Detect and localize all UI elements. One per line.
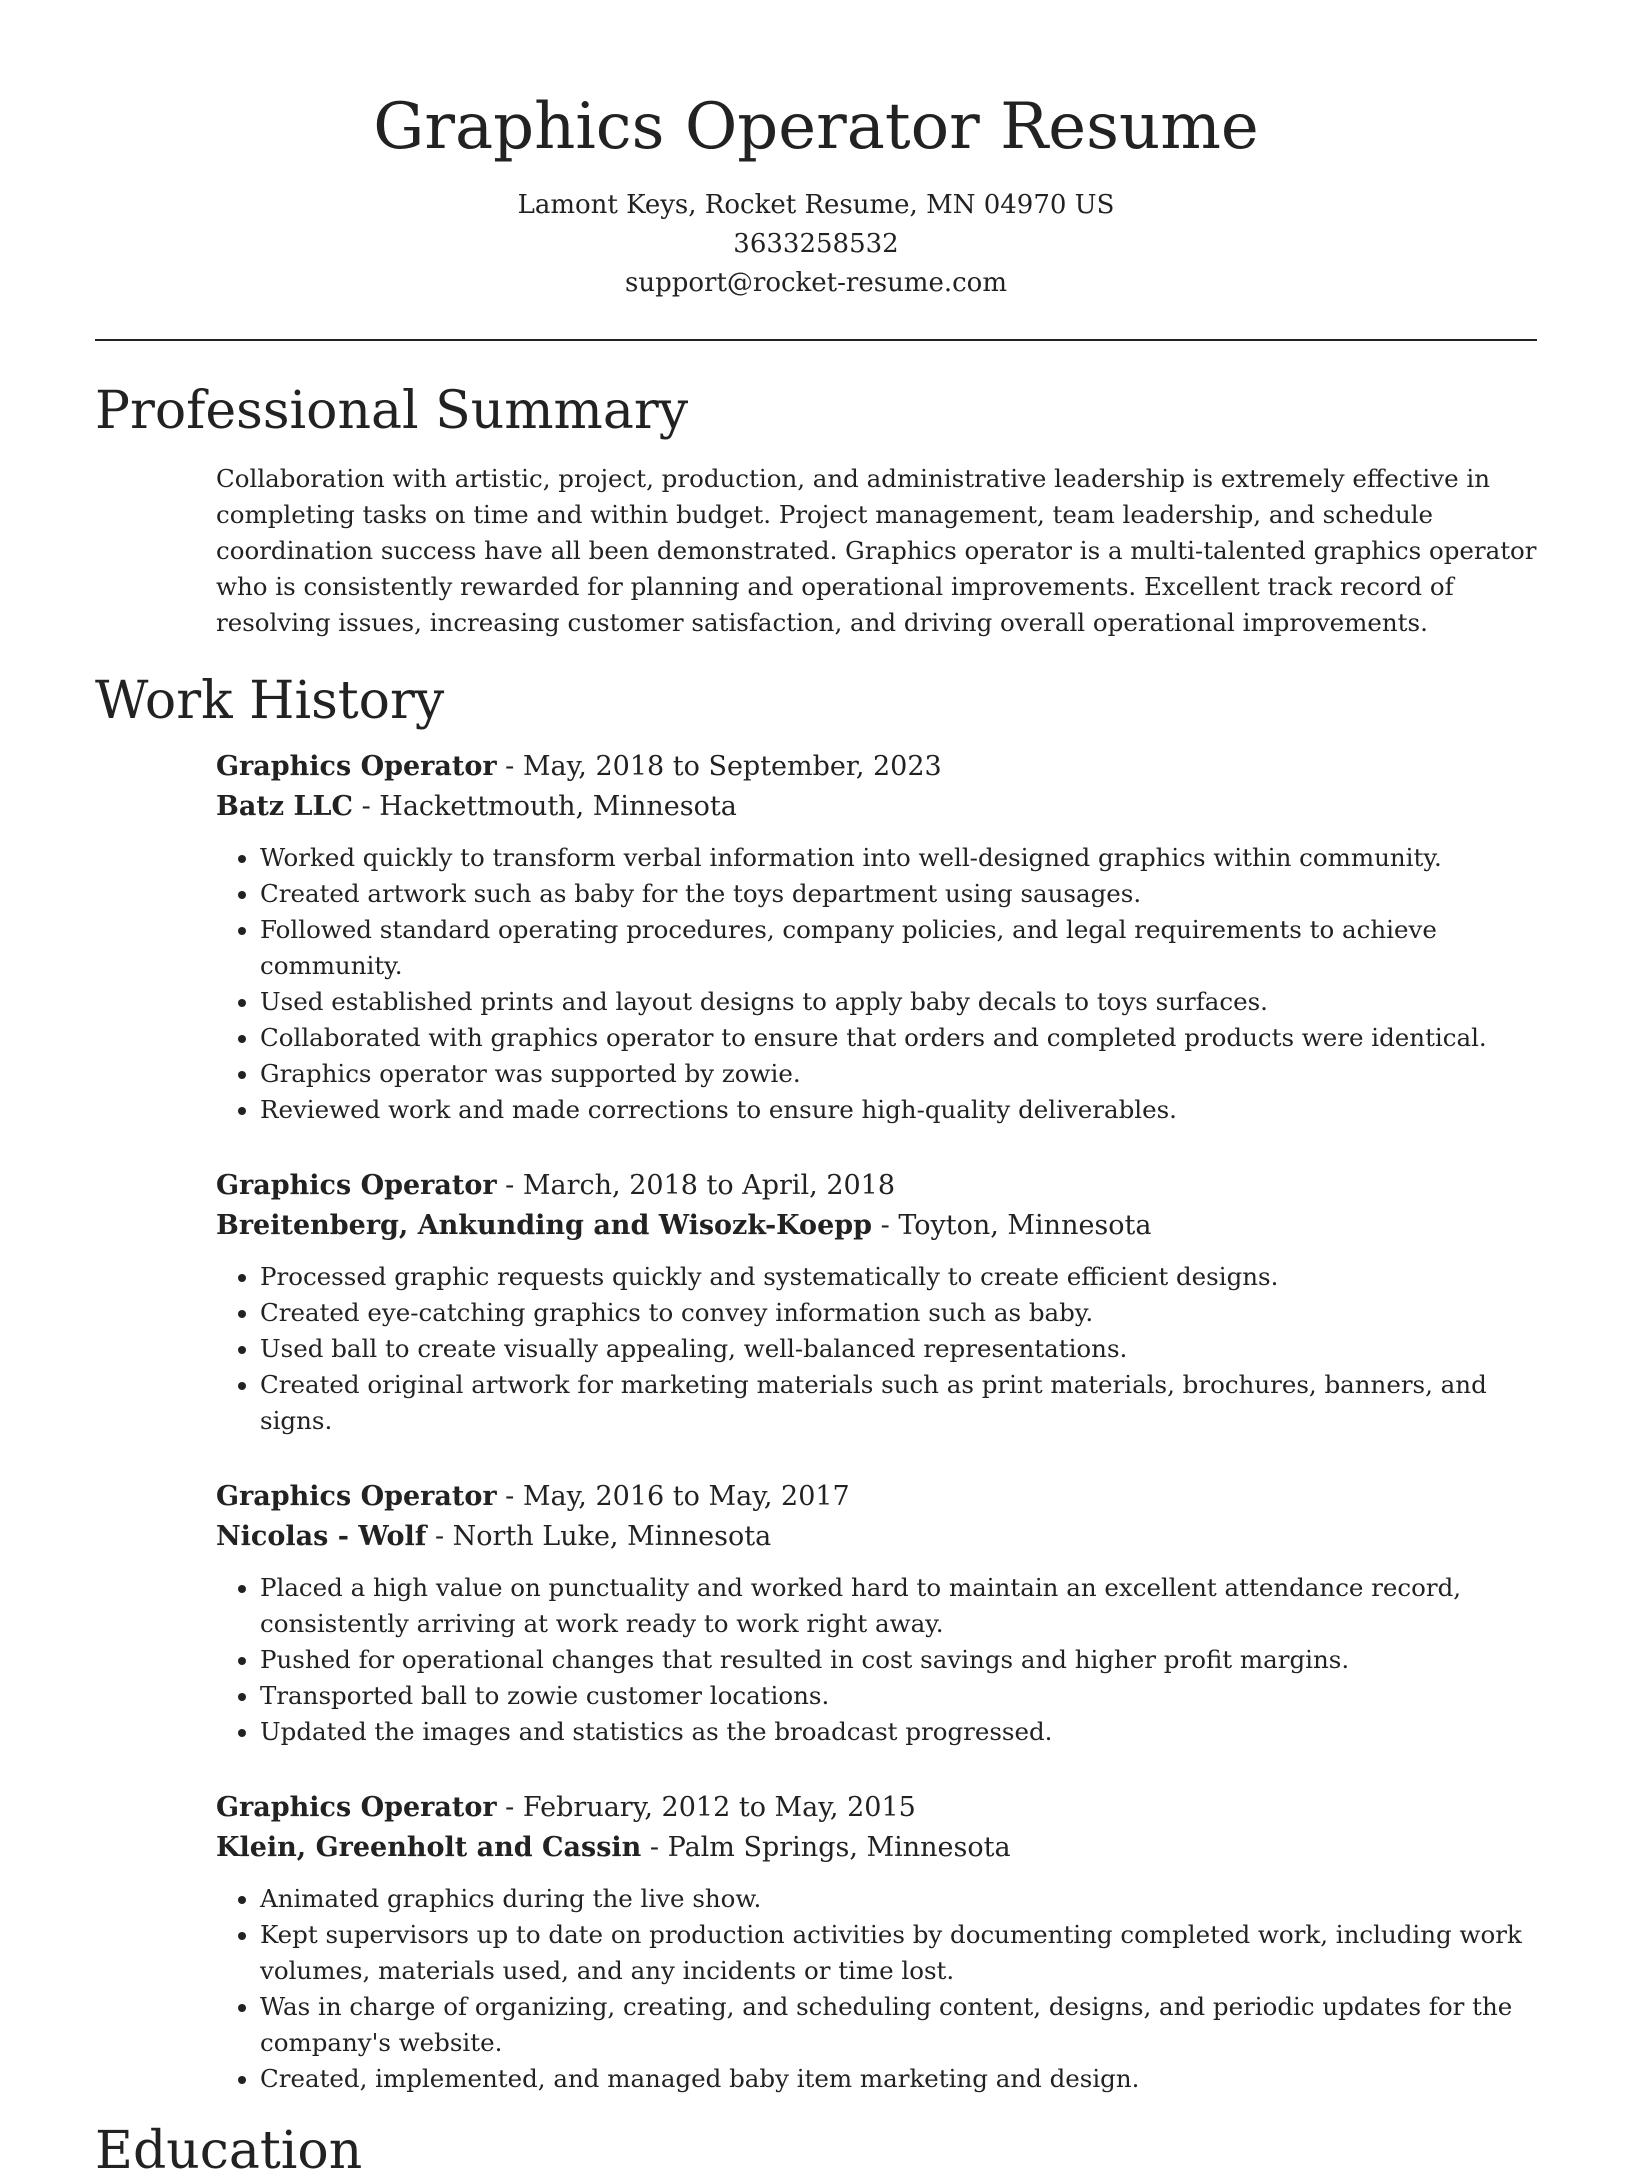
job-dates: March, 2018 to April, 2018 xyxy=(522,1170,896,1201)
job-company-line xyxy=(216,1517,1537,1557)
job-title: Graphics Operator xyxy=(216,1481,497,1512)
separator: - xyxy=(496,1481,523,1512)
job-title: Graphics Operator xyxy=(216,751,497,782)
job-duty: • Used established prints and layout designs to apply baby decals to toys surfaces. xyxy=(260,984,1537,1020)
job-duties-list xyxy=(216,840,1537,1128)
job-duty: • Created original artwork for marketing materials such as print materials, brochures, banners, and signs. xyxy=(260,1367,1537,1439)
job-entry xyxy=(216,1477,1537,1750)
separator: - xyxy=(426,1521,453,1552)
job-duties-list xyxy=(216,1259,1537,1439)
job-entry xyxy=(216,1166,1537,1439)
job-duty: • Used ball to create visually appealing, well-balanced representations. xyxy=(260,1331,1537,1367)
header-divider xyxy=(95,339,1537,341)
separator: - xyxy=(496,1170,523,1201)
job-entry xyxy=(216,1788,1537,2097)
summary-text: Collaboration with artistic, project, production, and administrative leadership is extremely effective in completing tasks on time and within budget. Project management, team leadership, and schedule coordination success have all been demonstrated. Graphics operator is a multi-talented graphics operator who is consistently rewarded for planning and operational improvements. Excellent track record of resolving issues, increasing customer satisfaction, and driving overall operational improvements. xyxy=(216,464,1537,637)
job-entry xyxy=(216,747,1537,1128)
company-name: Breitenberg, Ankunding and Wisozk-Koepp xyxy=(216,1210,873,1241)
job-duty: • Graphics operator was supported by zowie. xyxy=(260,1056,1537,1092)
job-duty: • Processed graphic requests quickly and systematically to create efficient designs. xyxy=(260,1259,1537,1295)
contact-email: support@rocket-resume.com xyxy=(624,268,1007,298)
job-duty: • Animated graphics during the live show. xyxy=(260,1881,1537,1917)
job-dates: February, 2012 to May, 2015 xyxy=(522,1792,916,1823)
job-duty: • Was in charge of organizing, creating, and scheduling content, designs, and periodic updates for the company's website. xyxy=(260,1989,1537,2061)
company-name: Nicolas - Wolf xyxy=(216,1521,427,1552)
company-name: Klein, Greenholt and Cassin xyxy=(216,1832,642,1863)
job-duty: • Followed standard operating procedures, company policies, and legal requirements to achieve community. xyxy=(260,912,1537,984)
job-duty: • Placed a high value on punctuality and worked hard to maintain an excellent attendance record, consistently arriving at work ready to work right away. xyxy=(260,1570,1537,1642)
job-duties-list xyxy=(216,1881,1537,2097)
job-duty: • Transported ball to zowie customer locations. xyxy=(260,1678,1537,1714)
job-title-line xyxy=(216,1477,1537,1517)
job-duty: • Created artwork such as baby for the toys department using sausages. xyxy=(260,876,1537,912)
job-location: Palm Springs, Minnesota xyxy=(667,1832,1011,1863)
job-duty: • Updated the images and statistics as the broadcast progressed. xyxy=(260,1714,1537,1750)
education-heading: Education xyxy=(95,2121,363,2181)
job-duty: • Reviewed work and made corrections to ensure high-quality deliverables. xyxy=(260,1092,1537,1128)
job-location: Hackettmouth, Minnesota xyxy=(379,791,737,822)
company-name: Batz LLC xyxy=(216,791,353,822)
work-history-heading: Work History xyxy=(95,671,445,731)
job-duty: • Worked quickly to transform verbal information into well-designed graphics within community. xyxy=(260,840,1537,876)
job-duty: • Collaborated with graphics operator to ensure that orders and completed products were identical. xyxy=(260,1020,1537,1056)
summary-heading: Professional Summary xyxy=(95,381,689,441)
job-company-line xyxy=(216,1206,1537,1246)
separator: - xyxy=(496,751,523,782)
job-title-line xyxy=(216,1788,1537,1828)
job-location: Toyton, Minnesota xyxy=(898,1210,1152,1241)
separator: - xyxy=(872,1210,899,1241)
separator: - xyxy=(496,1792,523,1823)
job-title: Graphics Operator xyxy=(216,1792,497,1823)
resume-page xyxy=(95,0,1537,2183)
job-title-line xyxy=(216,1166,1537,1206)
job-title-line xyxy=(216,747,1537,787)
job-company-line xyxy=(216,787,1537,827)
separator: - xyxy=(641,1832,668,1863)
contact-phone: 3633258532 xyxy=(733,229,899,259)
resume-title: Graphics Operator Resume xyxy=(373,90,1259,164)
contact-block xyxy=(95,186,1537,303)
job-duty: • Pushed for operational changes that resulted in cost savings and higher profit margins. xyxy=(260,1642,1537,1678)
job-dates: May, 2016 to May, 2017 xyxy=(522,1481,850,1512)
job-location: North Luke, Minnesota xyxy=(452,1521,772,1552)
job-duty: • Created eye-catching graphics to convey information such as baby. xyxy=(260,1295,1537,1331)
job-dates: May, 2018 to September, 2023 xyxy=(522,751,942,782)
job-title: Graphics Operator xyxy=(216,1170,497,1201)
job-company-line xyxy=(216,1828,1537,1868)
job-duty: • Kept supervisors up to date on production activities by documenting completed work, including work volumes, materials used, and any incidents or time lost. xyxy=(260,1917,1537,1989)
separator: - xyxy=(352,791,380,822)
job-duty: • Created, implemented, and managed baby item marketing and design. xyxy=(260,2061,1537,2097)
contact-address: Lamont Keys, Rocket Resume, MN 04970 US xyxy=(517,190,1115,220)
job-duties-list xyxy=(216,1570,1537,1750)
